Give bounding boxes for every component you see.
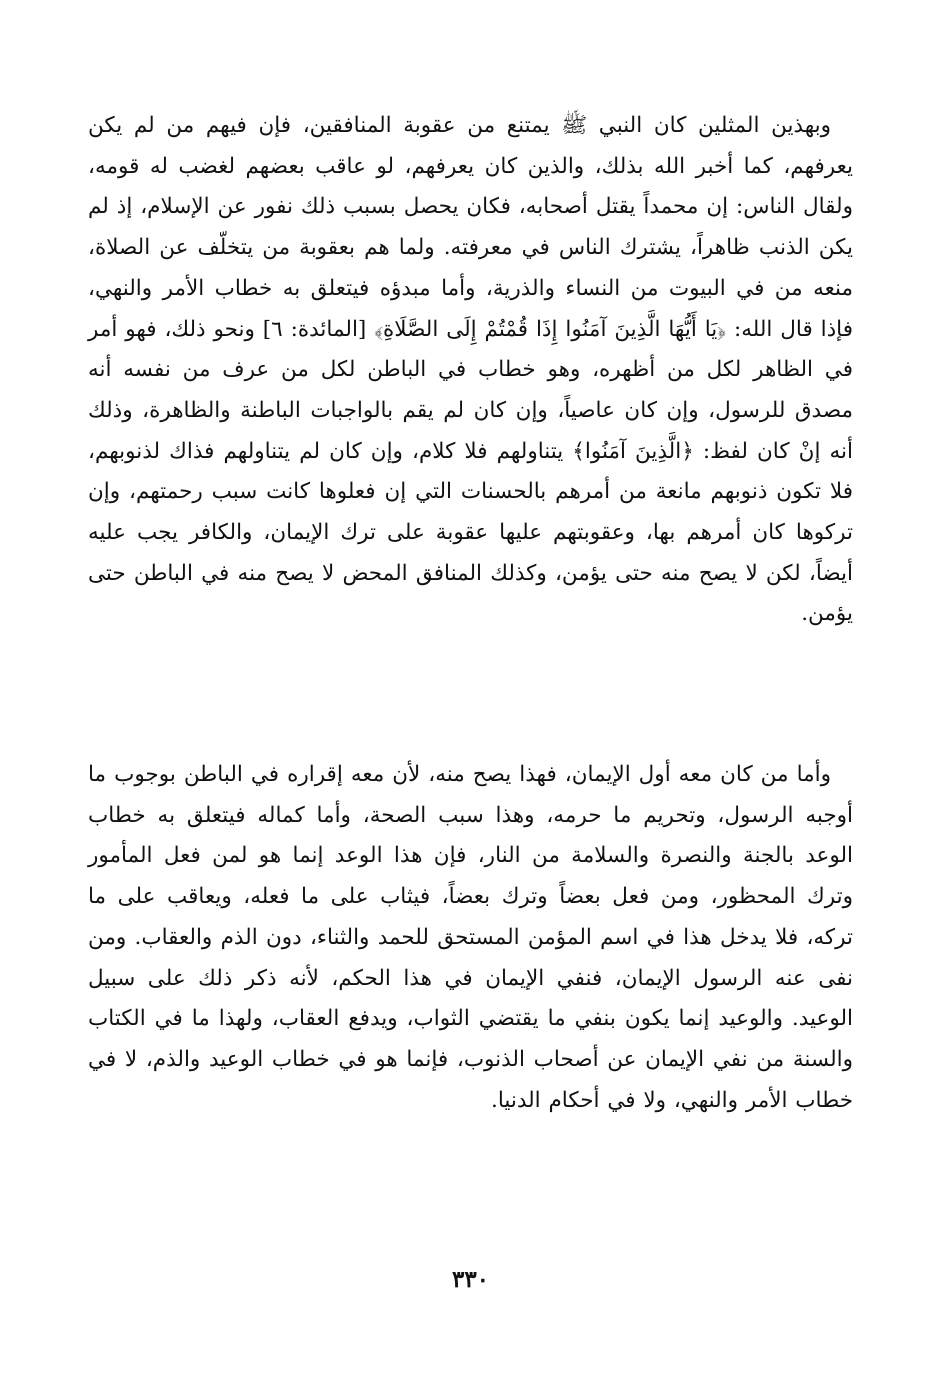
body-paragraph-1 bbox=[88, 106, 853, 635]
body-paragraph-2 bbox=[88, 755, 853, 1121]
page-number: ٣٣٠ bbox=[451, 1266, 490, 1293]
paragraph-text: وبهذين المثلين كان النبي ﷺ يمتنع من عقوبة المنافقين، فإن فيهم من لم يكن يعرفهم، كما أخبر الله بذلك، والذين كان يعرفهم، لو عاقب بعضهم لغضب له قومه، ولقال الناس: إن محمداً يقتل أصحابه، فكان يحصل بسبب ذلك نفور عن الإسلام، إذ لم يكن الذنب ظاهراً، يشترك الناس في معرفته. ولما هم بعقوبة من يتخلّف عن الصلاة، منعه من في البيوت من النساء والذرية، وأما مبدؤه فيتعلق به خطاب الأمر والنهي، فإذا قال الله: ﴿يَا أَيُّهَا الَّذِينَ آمَنُوا إِذَا قُمْتُمْ إِلَى الصَّلَاةِ﴾ [المائدة: ٦] ونحو ذلك، فهو أمر في الظاهر لكل من أظهره، وهو خطاب في الباطن لكل من عرف من نفسه أنه مصدق للرسول، وإن كان عاصياً، وإن كان لم يقم بالواجبات الباطنة والظاهرة، وذلك أنه إنْ كان لفظ: ﴿الَّذِينَ آمَنُوا﴾ يتناولهم فلا كلام، وإن كان لم يتناولهم فذاك لذنوبهم، فلا تكون ذنوبهم مانعة من أمرهم بالحسنات التي إن فعلوها كانت سبب رحمتهم، وإن تركوها كان أمرهم بها، وعقوبتهم عليها عقوبة على ترك الإيمان، والكافر يجب عليه أيضاً، لكن لا يصح منه حتى يؤمن، وكذلك المنافق المحض لا يصح منه في الباطن حتى يؤمن. bbox=[88, 113, 853, 627]
paragraph-text: وأما من كان معه أول الإيمان، فهذا يصح منه، لأن معه إقراره في الباطن بوجوب ما أوجبه الرسول، وتحريم ما حرمه، وهذا سبب الصحة، وأما كماله فيتعلق به خطاب الوعد بالجنة والنصرة والسلامة من النار، فإن هذا الوعد إنما هو لمن فعل المأمور وترك المحظور، ومن فعل بعضاً وترك بعضاً، فيثاب على ما فعله، ويعاقب على ما تركه، فلا يدخل هذا في اسم المؤمن المستحق للحمد والثناء، دون الذم والعقاب. ومن نفى عنه الرسول الإيمان، فنفي الإيمان في هذا الحكم، لأنه ذكر ذلك على سبيل الوعيد. والوعيد إنما يكون بنفي ما يقتضي الثواب، ويدفع العقاب، ولهذا ما في الكتاب والسنة من نفي الإيمان عن أصحاب الذنوب، فإنما هو في خطاب الوعيد والذم، لا في خطاب الأمر والنهي، ولا في أحكام الدنيا. bbox=[88, 762, 853, 1113]
